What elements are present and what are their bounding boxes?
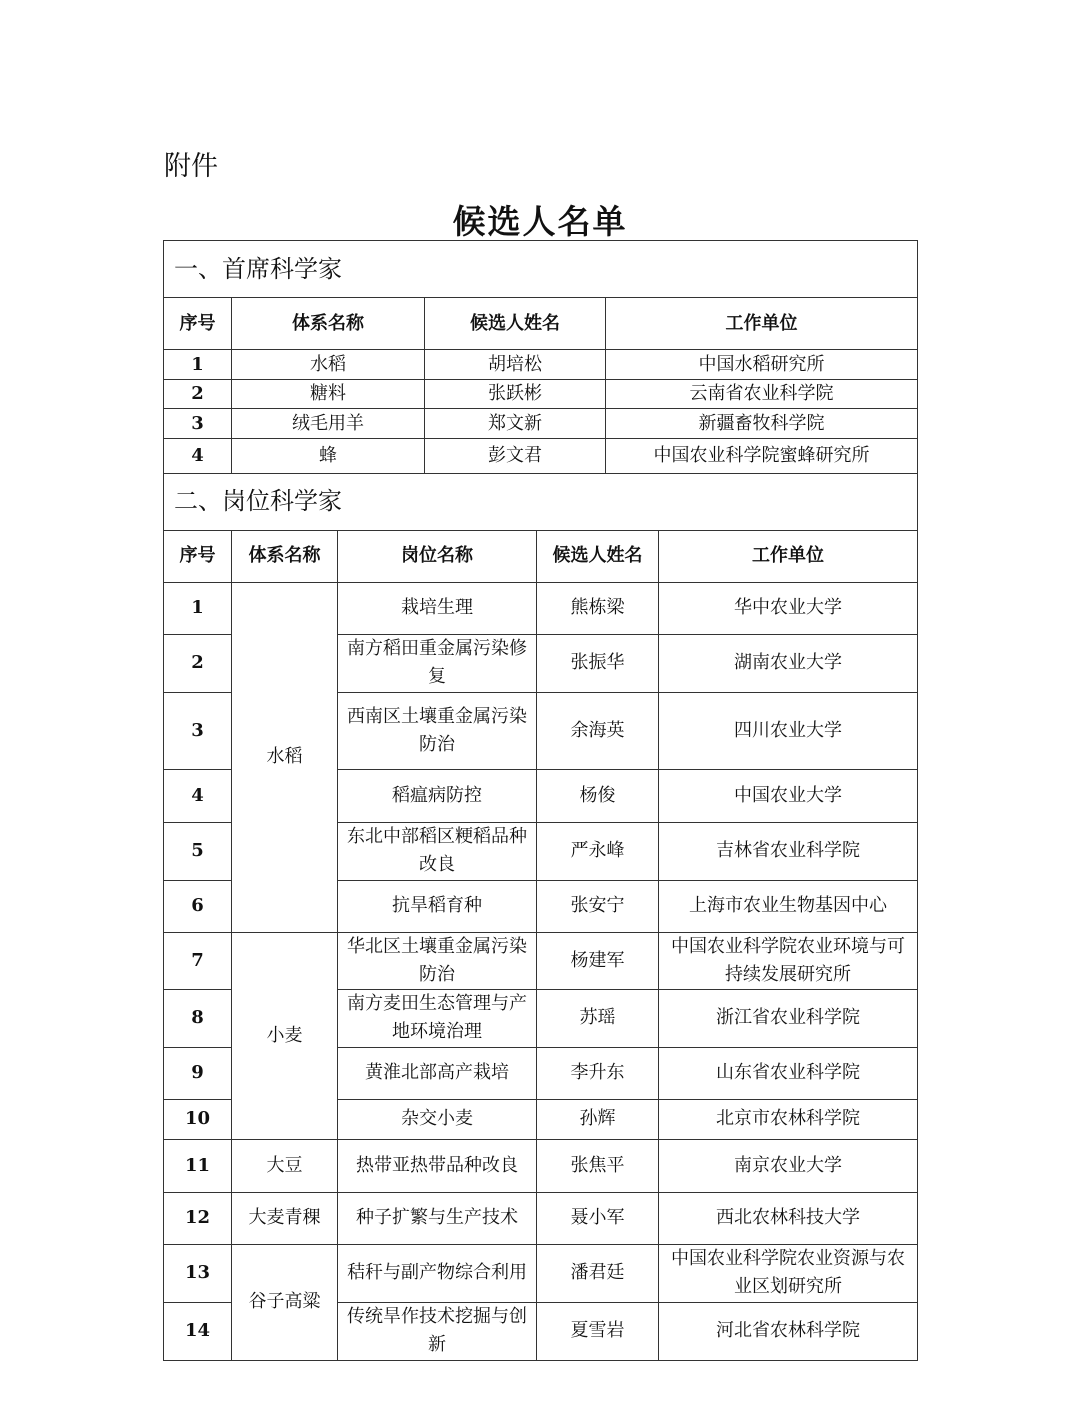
row-number: 8 xyxy=(164,989,232,1047)
candidate-name: 杨俊 xyxy=(537,769,659,822)
candidate-name: 苏瑶 xyxy=(537,989,659,1047)
post-name: 华北区土壤重金属污染防治 xyxy=(338,932,537,989)
table-row xyxy=(164,439,918,474)
work-unit: 中国水稻研究所 xyxy=(606,350,918,380)
candidate-name: 李升东 xyxy=(537,1047,659,1099)
candidate-name: 潘君廷 xyxy=(537,1244,659,1302)
table-row xyxy=(164,380,918,409)
header-no: 序号 xyxy=(164,298,232,350)
header-no: 序号 xyxy=(164,530,232,582)
post-name: 种子扩繁与生产技术 xyxy=(338,1192,537,1244)
system-name: 糖料 xyxy=(232,380,425,409)
page-title: 候选人名单 xyxy=(452,202,628,241)
system-name-barley: 大麦青稞 xyxy=(232,1192,338,1244)
row-number: 2 xyxy=(164,634,232,692)
row-number: 4 xyxy=(164,439,232,474)
post-name: 南方稻田重金属污染修复 xyxy=(338,634,537,692)
candidate-name: 严永峰 xyxy=(537,822,659,880)
system-name-soybean: 大豆 xyxy=(232,1139,338,1192)
work-unit: 南京农业大学 xyxy=(659,1139,918,1192)
chief-scientist-table xyxy=(163,240,918,474)
work-unit: 华中农业大学 xyxy=(659,582,918,634)
post-name: 黄淮北部高产栽培 xyxy=(338,1047,537,1099)
row-number: 7 xyxy=(164,932,232,989)
post-name: 栽培生理 xyxy=(338,582,537,634)
work-unit: 中国农业科学院蜜蜂研究所 xyxy=(606,439,918,474)
work-unit: 吉林省农业科学院 xyxy=(659,822,918,880)
row-number: 12 xyxy=(164,1192,232,1244)
candidate-name: 熊栋梁 xyxy=(537,582,659,634)
system-name: 水稻 xyxy=(232,350,425,380)
row-number: 13 xyxy=(164,1244,232,1302)
candidate-name: 夏雪岩 xyxy=(537,1302,659,1360)
work-unit: 云南省农业科学院 xyxy=(606,380,918,409)
row-number: 2 xyxy=(164,380,232,409)
table-row xyxy=(164,409,918,439)
row-number: 14 xyxy=(164,1302,232,1360)
post-name: 东北中部稻区粳稻品种改良 xyxy=(338,822,537,880)
header-unit: 工作单位 xyxy=(659,530,918,582)
post-name: 传统旱作技术挖掘与创新 xyxy=(338,1302,537,1360)
candidate-name: 张振华 xyxy=(537,634,659,692)
table-row xyxy=(164,350,918,380)
header-post: 岗位名称 xyxy=(338,530,537,582)
row-number: 5 xyxy=(164,822,232,880)
work-unit: 中国农业科学院农业资源与农业区划研究所 xyxy=(659,1244,918,1302)
section-heading-chief: 一、首席科学家 xyxy=(164,241,918,298)
header-system: 体系名称 xyxy=(232,530,338,582)
table-row xyxy=(164,1192,918,1244)
table-row xyxy=(164,582,918,634)
row-number: 9 xyxy=(164,1047,232,1099)
candidate-name: 胡培松 xyxy=(425,350,606,380)
system-name: 绒毛用羊 xyxy=(232,409,425,439)
candidate-name: 张跃彬 xyxy=(425,380,606,409)
post-name: 杂交小麦 xyxy=(338,1099,537,1139)
candidate-name: 余海英 xyxy=(537,692,659,769)
attachment-label: 附件 xyxy=(164,151,218,182)
work-unit: 西北农林科技大学 xyxy=(659,1192,918,1244)
row-number: 3 xyxy=(164,692,232,769)
candidate-name: 聂小军 xyxy=(537,1192,659,1244)
work-unit: 中国农业大学 xyxy=(659,769,918,822)
header-name: 候选人姓名 xyxy=(425,298,606,350)
candidate-name: 张安宁 xyxy=(537,880,659,932)
section-heading-post: 二、岗位科学家 xyxy=(164,473,918,530)
post-name: 西南区土壤重金属污染防治 xyxy=(338,692,537,769)
candidate-name: 孙辉 xyxy=(537,1099,659,1139)
candidate-name: 彭文君 xyxy=(425,439,606,474)
work-unit: 上海市农业生物基因中心 xyxy=(659,880,918,932)
work-unit: 四川农业大学 xyxy=(659,692,918,769)
table-row xyxy=(164,932,918,989)
row-number: 4 xyxy=(164,769,232,822)
row-number: 10 xyxy=(164,1099,232,1139)
table-row xyxy=(164,1139,918,1192)
system-name-rice: 水稻 xyxy=(232,582,338,932)
row-number: 1 xyxy=(164,582,232,634)
system-name: 蜂 xyxy=(232,439,425,474)
table-row xyxy=(164,1244,918,1302)
post-name: 南方麦田生态管理与产地环境治理 xyxy=(338,989,537,1047)
header-name: 候选人姓名 xyxy=(537,530,659,582)
candidate-name: 张焦平 xyxy=(537,1139,659,1192)
work-unit: 新疆畜牧科学院 xyxy=(606,409,918,439)
header-system: 体系名称 xyxy=(232,298,425,350)
candidate-name: 杨建军 xyxy=(537,932,659,989)
post-name: 热带亚热带品种改良 xyxy=(338,1139,537,1192)
header-unit: 工作单位 xyxy=(606,298,918,350)
work-unit: 中国农业科学院农业环境与可持续发展研究所 xyxy=(659,932,918,989)
work-unit: 山东省农业科学院 xyxy=(659,1047,918,1099)
row-number: 6 xyxy=(164,880,232,932)
work-unit: 湖南农业大学 xyxy=(659,634,918,692)
row-number: 1 xyxy=(164,350,232,380)
work-unit: 河北省农林科学院 xyxy=(659,1302,918,1360)
system-name-millet-sorghum: 谷子高粱 xyxy=(232,1244,338,1360)
post-scientist-table xyxy=(163,473,918,1361)
post-name: 秸秆与副产物综合利用 xyxy=(338,1244,537,1302)
work-unit: 北京市农林科学院 xyxy=(659,1099,918,1139)
row-number: 3 xyxy=(164,409,232,439)
candidate-name: 郑文新 xyxy=(425,409,606,439)
work-unit: 浙江省农业科学院 xyxy=(659,989,918,1047)
system-name-wheat: 小麦 xyxy=(232,932,338,1139)
post-name: 抗旱稻育种 xyxy=(338,880,537,932)
post-name: 稻瘟病防控 xyxy=(338,769,537,822)
row-number: 11 xyxy=(164,1139,232,1192)
